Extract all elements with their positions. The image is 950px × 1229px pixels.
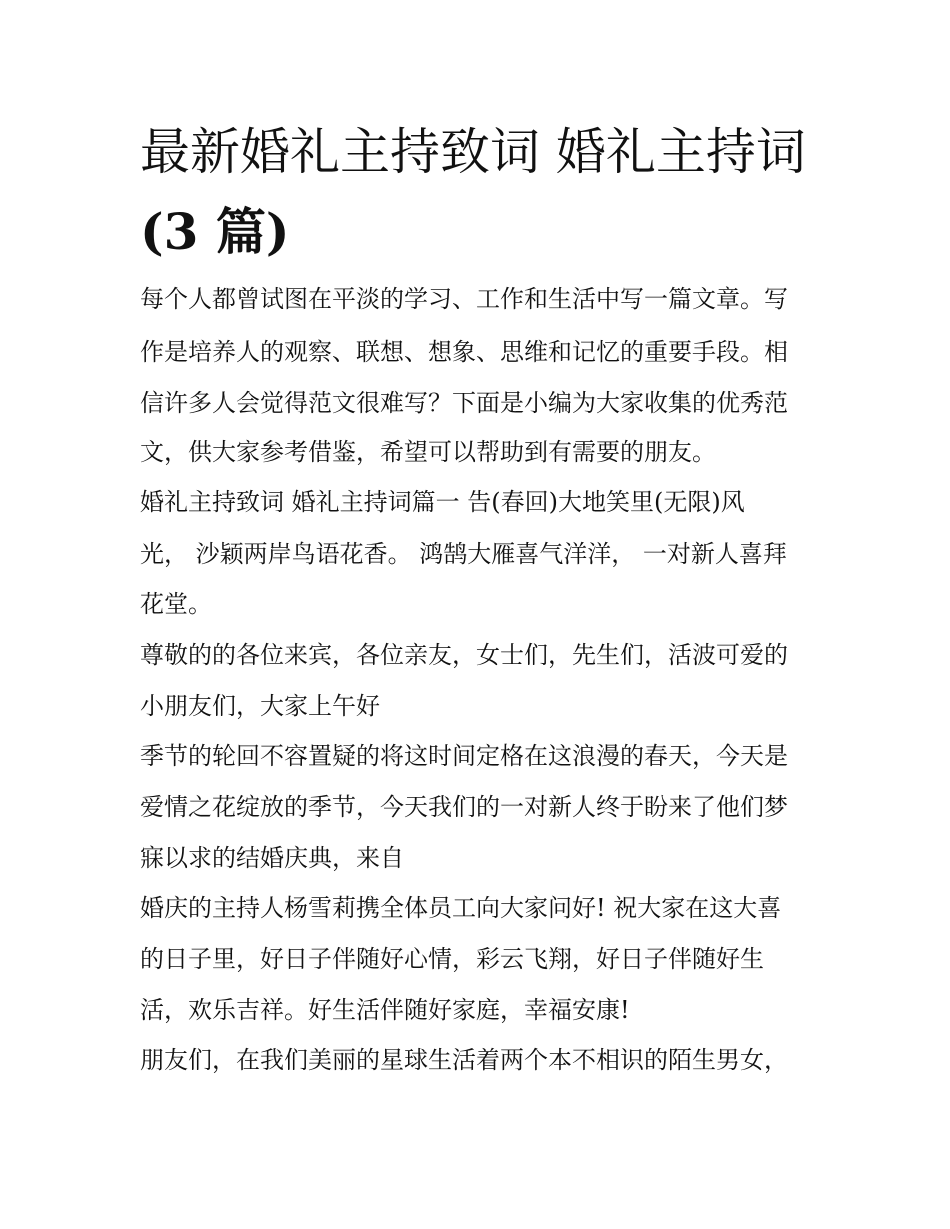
body-text-line: 季节的轮回不容置疑的将这时间定格在这浪漫的春天，今天是 xyxy=(140,742,788,770)
body-text-line: 光， 沙颖两岸鸟语花香。 鸿鹄大雁喜气洋洋， 一对新人喜拜 xyxy=(140,540,787,568)
body-text-line: 朋友们，在我们美丽的星球生活着两个本不相识的陌生男女， xyxy=(140,1046,788,1074)
body-text-line: 寐以求的结婚庆典，来自 xyxy=(140,844,404,872)
body-text-line: 花堂。 xyxy=(140,590,212,618)
title-line-2: (3 篇) xyxy=(140,202,290,261)
body-text-line: 婚礼主持致词 婚礼主持词篇一 告(春回)大地笑里(无限)风 xyxy=(140,488,745,516)
body-text-line: 尊敬的的各位来宾，各位亲友，女士们，先生们，活波可爱的 xyxy=(140,641,788,669)
body-text-line: 小朋友们，大家上午好 xyxy=(140,692,380,720)
document-title xyxy=(140,112,820,272)
body-text-line: 爱情之花绽放的季节，今天我们的一对新人终于盼来了他们梦 xyxy=(140,793,788,821)
body-text-line: 每个人都曾试图在平淡的学习、工作和生活中写一篇文章。写 xyxy=(140,285,788,313)
body-text-line: 活，欢乐吉祥。好生活伴随好家庭，幸福安康! xyxy=(140,996,630,1024)
body-text-line: 作是培养人的观察、联想、想象、思维和记忆的重要手段。相 xyxy=(140,338,788,366)
body-text-line: 婚庆的主持人杨雪莉携全体员工向大家问好! 祝大家在这大喜 xyxy=(140,894,782,922)
body-text-line: 文，供大家参考借鉴，希望可以帮助到有需要的朋友。 xyxy=(140,438,716,466)
title-line-1: 最新婚礼主持致词 婚礼主持词 xyxy=(140,123,806,181)
body-text-line: 的日子里，好日子伴随好心情，彩云飞翔，好日子伴随好生 xyxy=(140,945,764,973)
body-text-line: 信许多人会觉得范文很难写？下面是小编为大家收集的优秀范 xyxy=(140,389,788,417)
